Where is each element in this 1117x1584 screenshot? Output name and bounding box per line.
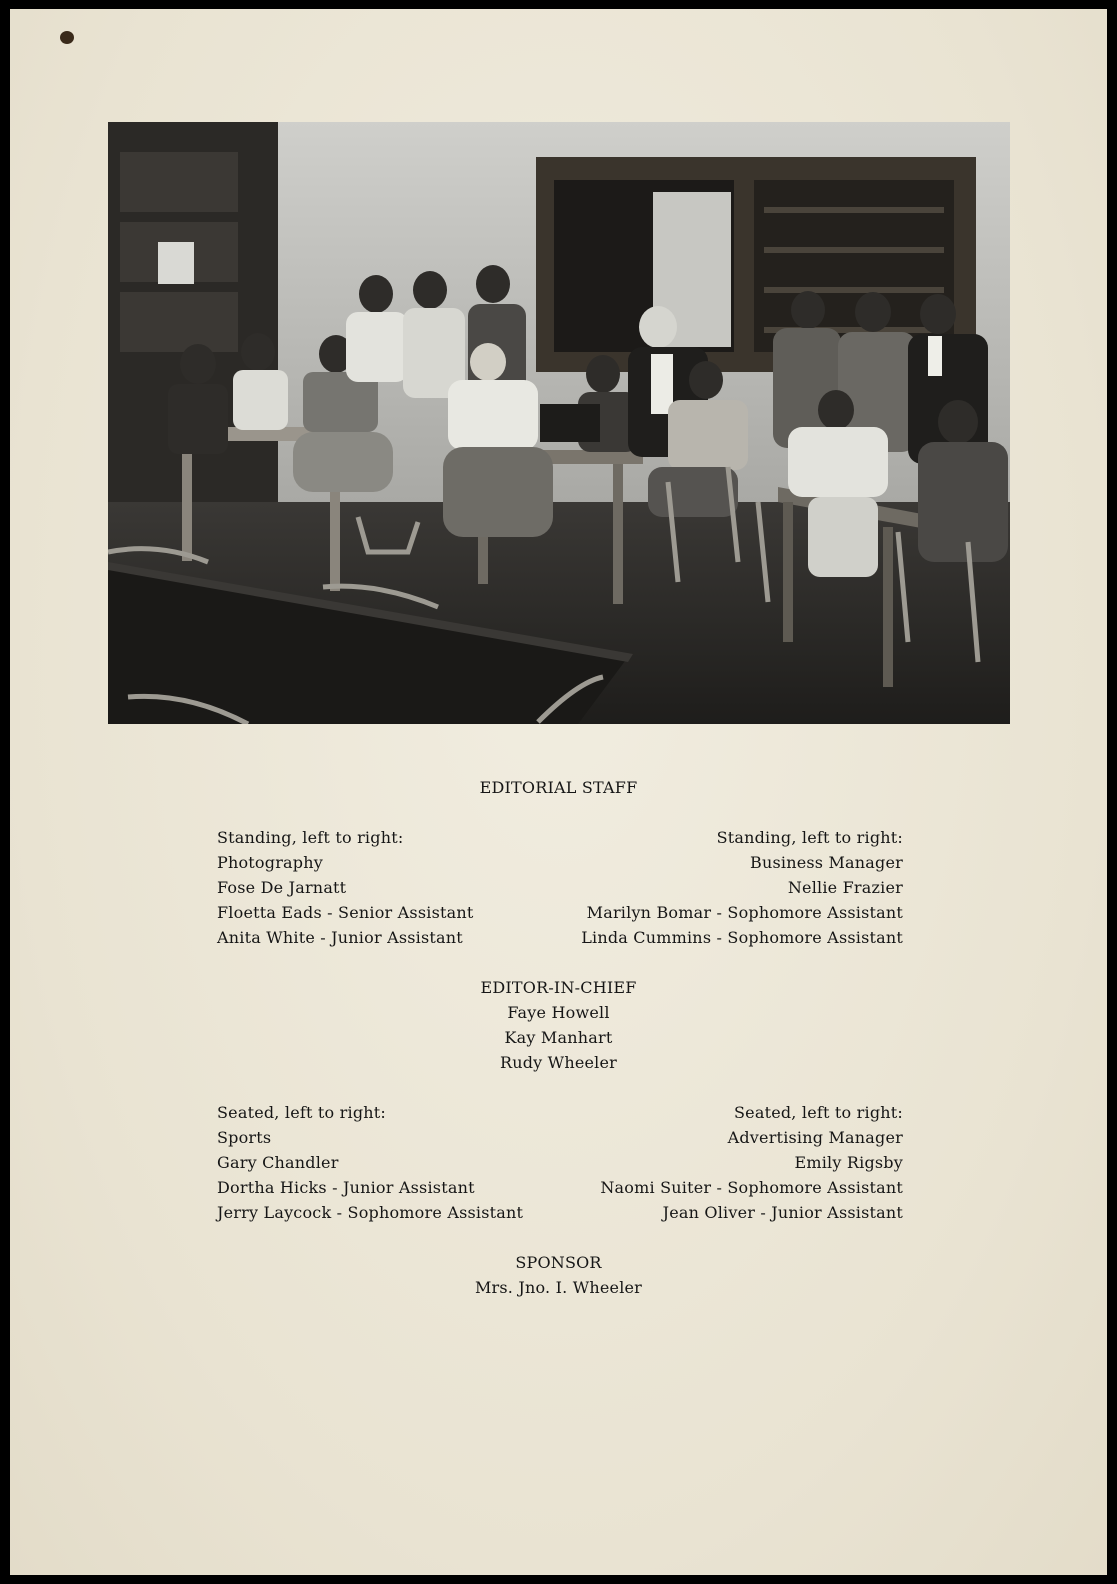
seated-right-line: Advertising Manager [727, 1128, 903, 1147]
seated-left-column [217, 1100, 523, 1225]
seated-left-line: Gary Chandler [217, 1153, 339, 1172]
seated-right-line: Naomi Suiter - Sophomore Assistant [600, 1178, 903, 1197]
standing-left-line: Floetta Eads - Senior Assistant [217, 903, 474, 922]
standing-right-column [581, 825, 903, 950]
editor-in-chief-line: Faye Howell [507, 1003, 610, 1022]
standing-left-column [217, 825, 473, 950]
standing-left-line: Anita White - Junior Assistant [217, 928, 463, 947]
seated-left-line: Dortha Hicks - Junior Assistant [217, 1178, 475, 1197]
standing-left-line: Photography [217, 853, 323, 872]
editor-in-chief-title: EDITOR-IN-CHIEF [480, 978, 637, 997]
seated-left-title: Seated, left to right: [217, 1103, 386, 1122]
yearbook-page [10, 9, 1107, 1575]
standing-right-line: Linda Cummins - Sophomore Assistant [581, 928, 903, 947]
sponsor-title: SPONSOR [515, 1253, 602, 1272]
ink-speck [60, 31, 74, 44]
seated-left-line: Jerry Laycock - Sophomore Assistant [217, 1203, 524, 1222]
standing-right-line: Business Manager [750, 853, 903, 872]
standing-right-line: Marilyn Bomar - Sophomore Assistant [586, 903, 903, 922]
editor-in-chief-line: Kay Manhart [504, 1028, 613, 1047]
seated-right-line: Jean Oliver - Junior Assistant [662, 1203, 903, 1222]
standing-left-title: Standing, left to right: [217, 828, 404, 847]
staff-photograph [108, 122, 1010, 724]
editor-in-chief-line: Rudy Wheeler [499, 1053, 618, 1072]
seated-right-line: Emily Rigsby [794, 1153, 903, 1172]
seated-right-column [600, 1100, 903, 1225]
standing-left-line: Fose De Jarnatt [217, 878, 347, 897]
seated-left-line: Sports [217, 1128, 272, 1147]
editorial-staff-heading: EDITORIAL STAFF [479, 778, 638, 797]
sponsor-block [10, 1250, 1107, 1300]
standing-right-title: Standing, left to right: [716, 828, 903, 847]
standing-right-line: Nellie Frazier [787, 878, 903, 897]
seated-right-title: Seated, left to right: [734, 1103, 903, 1122]
editor-in-chief-block [10, 975, 1107, 1075]
sponsor-name: Mrs. Jno. I. Wheeler [474, 1278, 643, 1297]
